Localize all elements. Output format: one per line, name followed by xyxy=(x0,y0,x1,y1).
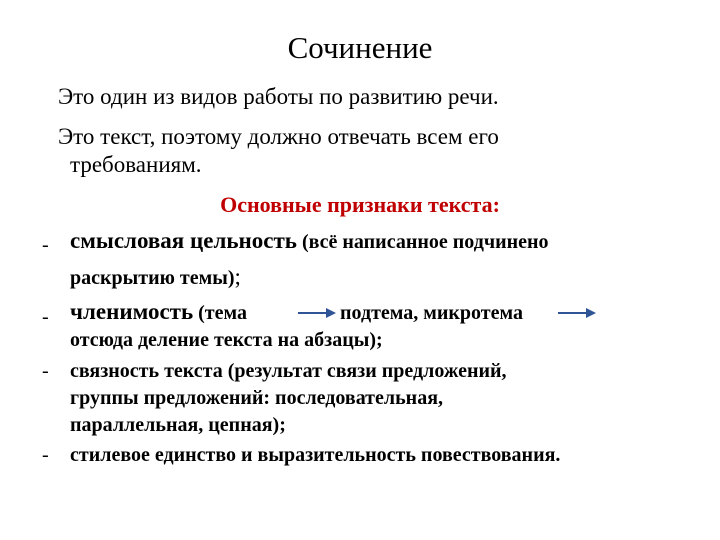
bullet-dash: - xyxy=(42,444,49,466)
bullet-dash: - xyxy=(42,306,49,328)
item-semicolon: ; xyxy=(234,264,241,289)
page-title: Сочинение xyxy=(287,30,433,65)
arrow-right-icon xyxy=(296,306,338,320)
item-part-2: подтема, микротема xyxy=(340,302,523,324)
item-line-2: отсюда деление текста на абзацы); xyxy=(70,329,383,351)
section-subheading: Основные признаки текста: xyxy=(220,192,500,217)
item-term: членимость xyxy=(70,299,194,324)
intro-line-1: Это один из видов работы по развитию речи. xyxy=(58,84,499,109)
item-term: смысловая цельность xyxy=(70,228,297,253)
item-part-1: (тема xyxy=(193,302,247,324)
list-item xyxy=(70,299,247,325)
item-line-2: раскрытию темы) xyxy=(70,267,235,289)
list-item: связность текста (результат связи предложений, xyxy=(70,360,507,382)
bullet-dash: - xyxy=(42,360,49,382)
item-line-3: параллельная, цепная); xyxy=(70,414,286,436)
list-item xyxy=(70,228,549,254)
item-line-2: группы предложений: последовательная, xyxy=(70,387,444,409)
list-item: стилевое единство и выразительность повествования. xyxy=(70,444,561,466)
bullet-dash: - xyxy=(42,234,49,256)
arrow-right-icon xyxy=(556,306,598,320)
item-paren: (всё написанное подчинено xyxy=(296,231,549,253)
intro-line-2: Это текст, поэтому должно отвечать всем его xyxy=(58,124,499,149)
intro-line-3: требованиям. xyxy=(70,152,202,177)
list-item-continuation xyxy=(70,264,241,290)
